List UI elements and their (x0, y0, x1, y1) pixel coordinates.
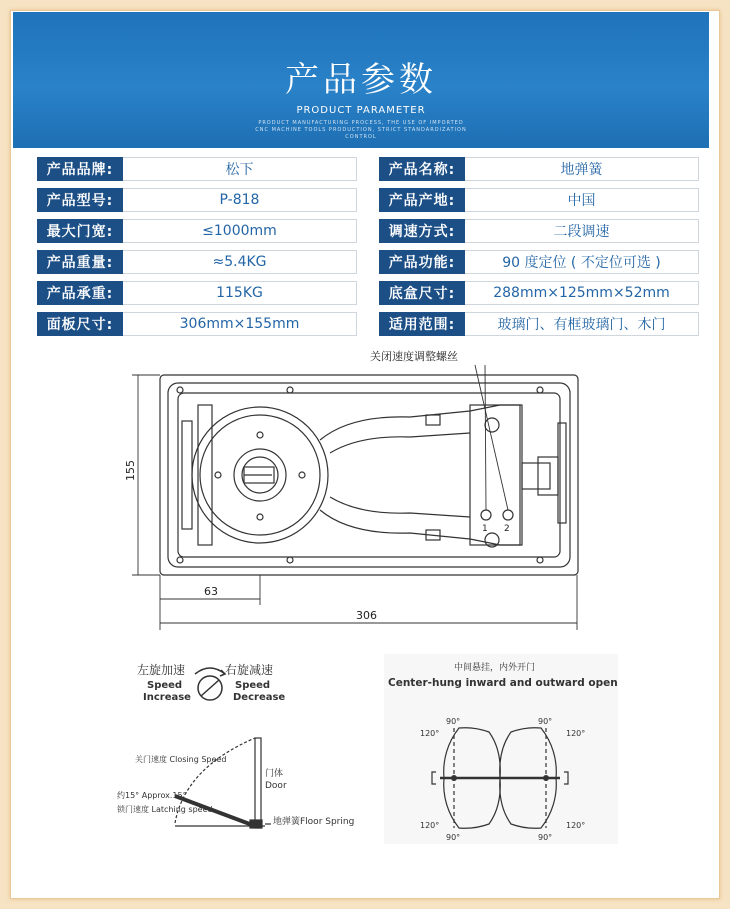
angle-120-top-left: 120° (420, 729, 440, 738)
param-label: 最大门宽: (37, 219, 123, 243)
param-label: 产品品牌: (37, 157, 123, 181)
door-label-en: Door (265, 781, 287, 791)
latching-speed-label: 锁门速度 Latching speed (117, 805, 213, 814)
param-label: 产品产地: (379, 188, 465, 212)
opening-title-en: Center-hung inward and outward opening (388, 677, 618, 689)
speed-decrease-en1: Speed (235, 680, 271, 691)
param-row (379, 188, 699, 212)
param-row (37, 281, 357, 305)
param-label: 产品名称: (379, 157, 465, 181)
page-subtitle: PRODUCT PARAMETER (296, 105, 426, 116)
speed-increase-en2: Increase (143, 692, 191, 703)
closing-speed-label: 关门速度 Closing Speed (135, 755, 227, 764)
speed-increase-cn: 左旋加速 (137, 663, 186, 677)
angle-120-bottom-right: 120° (566, 821, 586, 830)
param-value: 地弹簧 (465, 157, 699, 181)
param-row (37, 188, 357, 212)
param-label: 产品重量: (37, 250, 123, 274)
param-value: 90 度定位 ( 不定位可选 ) (465, 250, 699, 274)
angle-90-bottom-left: 90° (446, 833, 461, 842)
header-banner (13, 12, 709, 148)
param-row (37, 312, 357, 336)
param-value: P-818 (123, 188, 357, 212)
param-row (379, 219, 699, 243)
speed-adjustment-diagram (115, 658, 375, 838)
rotation-screw-icon (195, 668, 225, 700)
floor-spring-technical-drawing (120, 345, 590, 630)
param-row (37, 157, 357, 181)
param-row (379, 157, 699, 181)
param-label: 产品承重: (37, 281, 123, 305)
floor-spring-label: 地弹簧Floor Spring (273, 817, 355, 827)
banner-tagline: PRODUCT MANUFACTURING PROCESS, THE USE OF IMPORTED CNC MACHINE TOOLS PRODUCTION, STRICT STANDARDIZATION CONTROL (255, 120, 467, 140)
angle-120-bottom-left: 120° (420, 821, 440, 830)
param-value: 288mm×125mm×52mm (465, 281, 699, 305)
param-value: 玻璃门、有框玻璃门、木门 (465, 312, 699, 336)
param-row (379, 312, 699, 336)
param-label: 产品型号: (37, 188, 123, 212)
angle-90-top-left: 90° (446, 717, 461, 726)
approx-angle-label: 约15° Approx.15° (117, 791, 187, 800)
dimension-offset: 63 (204, 585, 218, 598)
page-title: 产品参数 (285, 60, 437, 100)
angle-90-bottom-right: 90° (538, 833, 553, 842)
screw-label: 关闭速度调整螺丝 (370, 350, 458, 363)
param-label: 面板尺寸: (37, 312, 123, 336)
screw-number-2: 2 (504, 524, 510, 534)
param-row (379, 281, 699, 305)
param-row (379, 250, 699, 274)
door-label-cn: 门体 (265, 769, 284, 779)
param-value: 306mm×155mm (123, 312, 357, 336)
param-value: 115KG (123, 281, 357, 305)
param-value: 二段调速 (465, 219, 699, 243)
param-label: 产品功能: (379, 250, 465, 274)
dimension-height: 155 (124, 460, 137, 481)
angle-120-top-right: 120° (566, 729, 586, 738)
center-hung-opening-diagram (384, 654, 618, 844)
param-value: ≈5.4KG (123, 250, 357, 274)
param-label: 适用范围: (379, 312, 465, 336)
opening-title-cn: 中间悬挂，内外开门 (454, 663, 536, 673)
param-label: 底盒尺寸: (379, 281, 465, 305)
angle-90-top-right: 90° (538, 717, 553, 726)
screw-number-1: 1 (482, 524, 488, 534)
param-label: 调速方式: (379, 219, 465, 243)
param-row (37, 219, 357, 243)
param-row (37, 250, 357, 274)
speed-decrease-cn: 右旋减速 (225, 663, 274, 677)
param-value: 中国 (465, 188, 699, 212)
speed-decrease-en2: Decrease (233, 692, 286, 703)
param-value: ≤1000mm (123, 219, 357, 243)
opening-diagram-panel (384, 654, 618, 844)
speed-increase-en1: Speed (147, 680, 183, 691)
dimension-width: 306 (356, 609, 377, 622)
param-value: 松下 (123, 157, 357, 181)
